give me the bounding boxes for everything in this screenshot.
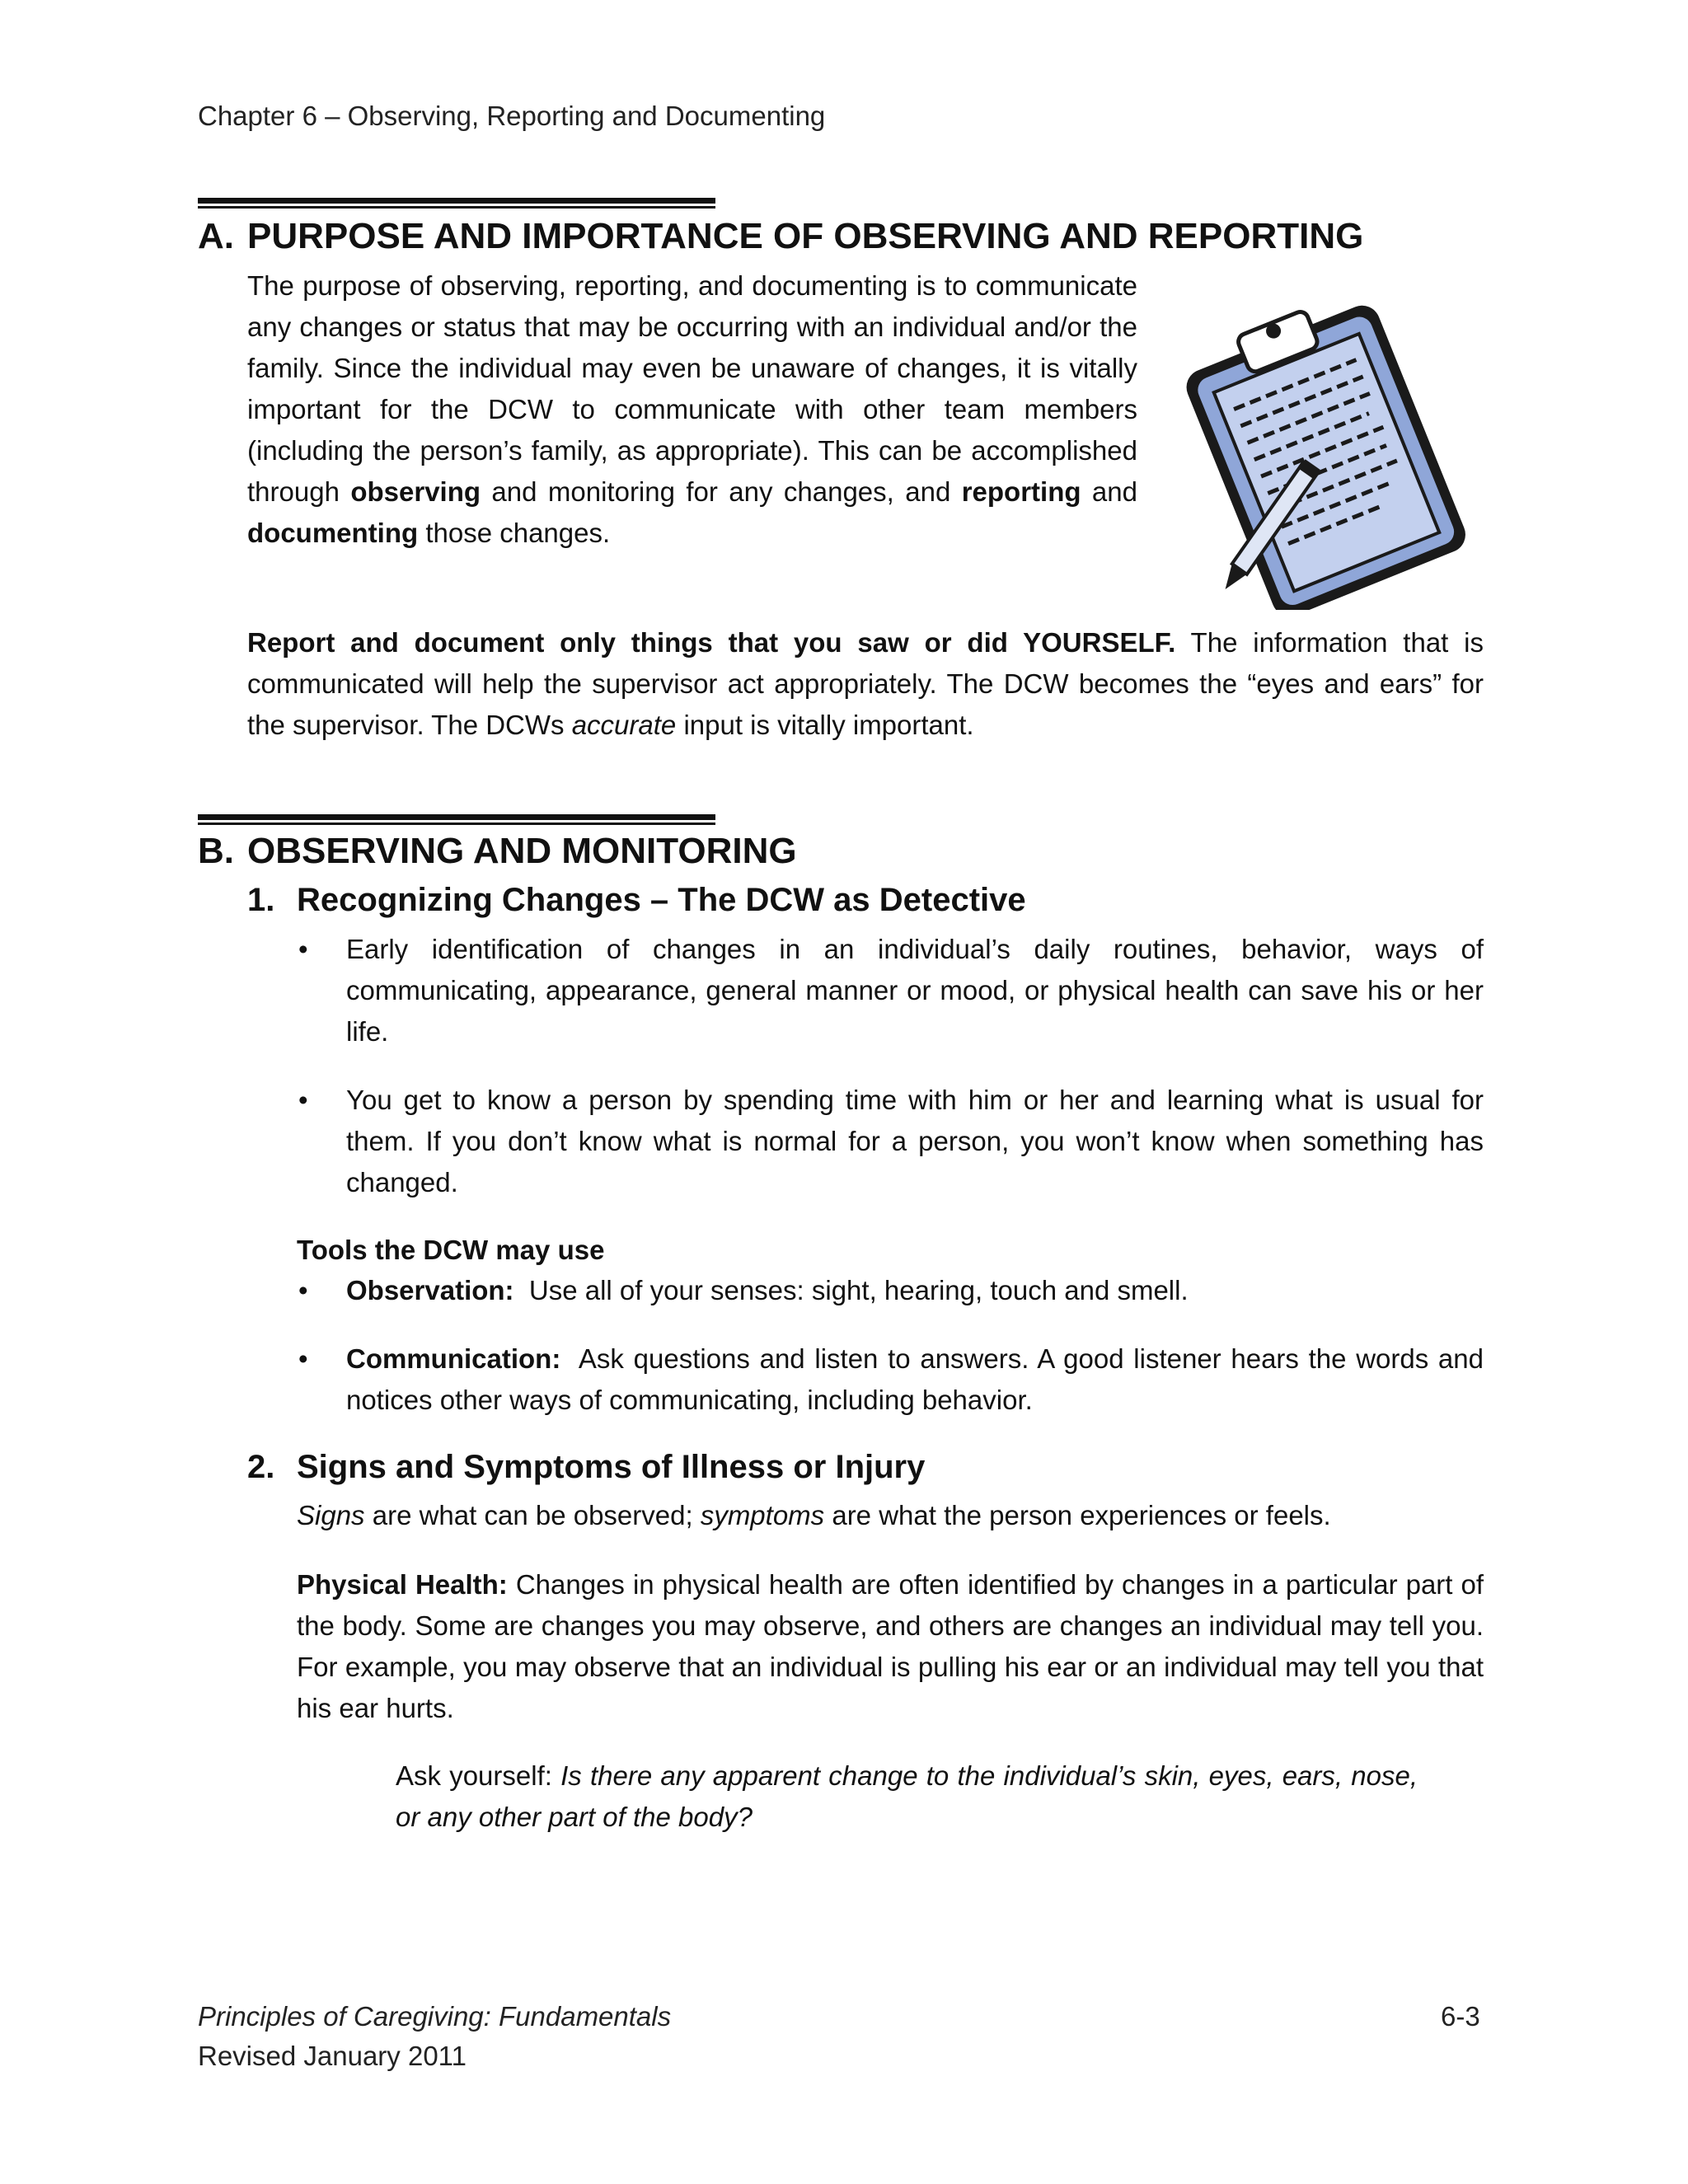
bullet-marker: •: [298, 1275, 308, 1305]
bullet-marker: •: [298, 1343, 308, 1374]
signs-symptoms-intro: [297, 1495, 1484, 1536]
text: Changes in physical health are often identified by changes in a particular part of the body. Some are changes you may observe, and others are changes an individual may tell you. For example, you may observe that an individual is pulling his ear or an individual may tell you that his ear hurts.: [297, 1569, 1484, 1723]
bullet-item-2: You get to know a person by spending time with him or her and learning what is usual for them. If you don’t know what is normal for a person, you won’t know when something has changed.: [346, 1085, 1484, 1197]
italic-accurate: accurate: [571, 710, 677, 740]
footer-revised: Revised January 2011: [198, 2041, 467, 2071]
section-b-label: B.: [198, 831, 234, 871]
text: are what can be observed;: [364, 1500, 701, 1530]
tool-text: Ask questions and listen to answers. A good listener hears the words and notices other ways of communicating, including behavior.: [346, 1343, 1492, 1415]
ask-yourself-callout: [396, 1755, 1418, 1838]
bullet-item-1: Early identification of changes in an individual’s daily routines, behavior, ways of communicating, appearance, general manner or mood, or physical health can save his or her life.: [346, 934, 1484, 1047]
subsection-1-title: Recognizing Changes – The DCW as Detective: [297, 882, 1026, 918]
clipboard-icon: [1162, 297, 1484, 610]
section-a-paragraph-1: [247, 265, 1137, 554]
bold-report-document: Report and document only things that you saw or did YOURSELF.: [247, 627, 1176, 658]
tool-term: Observation:: [346, 1275, 514, 1305]
italic-signs: Signs: [297, 1500, 365, 1530]
section-b-title: OBSERVING AND MONITORING: [247, 831, 797, 871]
subsection-2-title: Signs and Symptoms of Illness or Injury: [297, 1449, 926, 1485]
bold-documenting: documenting: [247, 518, 419, 548]
section-a-label: A.: [198, 216, 234, 256]
footer-book-title: Principles of Caregiving: Fundamentals: [198, 2001, 672, 2032]
tool-item-communication: [346, 1338, 1492, 1421]
italic-symptoms: symptoms: [700, 1500, 825, 1530]
subsection-1-label: 1.: [247, 882, 275, 918]
text: are what the person experiences or feels.: [824, 1500, 1331, 1530]
bullet-marker: •: [298, 934, 308, 964]
footer-page-number: 6-3: [1441, 2001, 1480, 2032]
subsection-2-heading: [247, 1449, 925, 1486]
section-a-heading: [198, 216, 1363, 257]
bullet-marker: •: [298, 1085, 308, 1115]
chapter-header: Chapter 6 – Observing, Reporting and Documenting: [198, 101, 826, 131]
section-a-rule: [198, 198, 715, 209]
text: The purpose of observing, reporting, and documenting is to communicate any changes or status that may be occurring with an individual and/or the family. Since the individual may even be unaware of changes, it is vitally important for the DCW to communicate with other team members (including the person’s family, as appropriate). This can be accomplished through: [247, 270, 1137, 507]
tools-heading: Tools the DCW may use: [297, 1235, 605, 1265]
section-a-paragraph-2: [247, 622, 1484, 746]
section-b-rule: [198, 814, 715, 825]
ask-prefix: Ask yourself:: [396, 1760, 561, 1791]
bold-observing: observing: [350, 476, 481, 507]
ask-question: Is there any apparent change to the individual’s skin, eyes, ears, nose, or any other part of the body?: [396, 1760, 1418, 1832]
text: and monitoring for any changes, and: [481, 476, 962, 507]
subsection-1-heading: [247, 882, 1026, 919]
text: those changes.: [418, 518, 611, 548]
subsection-2-label: 2.: [247, 1449, 275, 1485]
text: The information that is communicated will help the supervisor act appropriately. The DCW becomes the “eyes and ears” for the supervisor. The DCWs: [247, 627, 1484, 740]
tool-term: Communication:: [346, 1343, 561, 1374]
section-b-heading: [198, 831, 797, 872]
tool-item-observation: [346, 1270, 1484, 1311]
text: and: [1081, 476, 1137, 507]
text: input is vitally important.: [676, 710, 974, 740]
bold-reporting: reporting: [961, 476, 1081, 507]
section-a-title: PURPOSE AND IMPORTANCE OF OBSERVING AND REPORTING: [247, 216, 1364, 256]
tool-text: Use all of your senses: sight, hearing, touch and smell.: [513, 1275, 1189, 1305]
physical-health-paragraph: [297, 1564, 1484, 1729]
physical-health-term: Physical Health:: [297, 1569, 508, 1600]
